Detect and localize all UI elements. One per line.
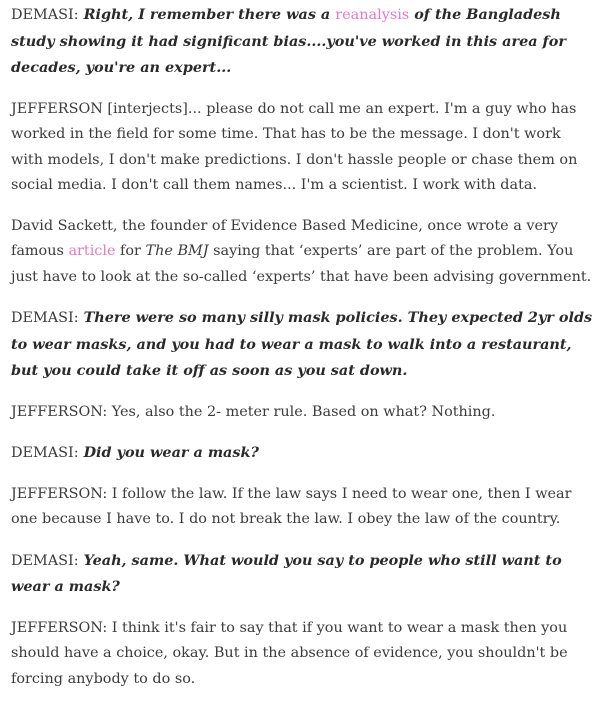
speaker-label: DEMASI: [11,552,79,569]
paragraph-jefferson-3 [11,400,593,426]
answer-text: [interjects]... please do not call me an expert. I'm a guy who has worked in the field for some time. That has to be the message. I don't work with models, I don't make predictions. I don't hassle people or chase them on social media. I don't call them names... I'm a scientist. I work with data. [11,100,578,193]
speaker-label: JEFFERSON: [11,485,108,502]
publication-name: The BMJ [145,243,209,259]
paragraph-jefferson-4 [11,482,593,533]
question-text: There were so many silly mask policies. They expected 2yr olds to wear masks, and you had to wear a mask to walk into a restaurant, but you could take it off as soon as you sat down. [11,309,593,379]
answer-text: I think it's fair to say that if you want to wear a mask then you should have a choice, okay. But in the absence of evidence, you shouldn't be forcing anybody to do so. [11,619,568,687]
paragraph-jefferson-1 [11,97,593,199]
paragraph-jefferson-2 [11,214,593,291]
answer-text: saying that ‘experts’ are part of the problem. You just have to look at the so-called ‘experts’ that have been advising government. [11,243,592,285]
speaker-label: JEFFERSON: [11,403,108,420]
speaker-label: JEFFERSON [11,100,103,117]
answer-text: I follow the law. If the law says I need to wear one, then I wear one because I have to. I do not break the law. I obey the law of the country. [11,485,572,527]
question-text: Right, I remember there was a [78,6,336,23]
speaker-label: DEMASI: [11,7,79,23]
interview-article [11,2,593,707]
paragraph-demasi-3 [11,440,593,467]
question-text: Did you wear a mask? [78,444,259,461]
paragraph-demasi-1 [11,2,593,82]
speaker-label: DEMASI: [11,445,79,461]
answer-text: for [115,243,146,259]
speaker-label: JEFFERSON: [11,619,108,636]
reanalysis-link[interactable]: reanalysis [335,7,410,23]
answer-text: Yes, also the 2- meter rule. Based on what? Nothing. [107,403,496,420]
speaker-label: DEMASI: [11,310,79,326]
paragraph-demasi-4 [11,548,593,601]
answer-text: David Sackett, the founder of Evidence Based Medicine, once wrote a very famous [11,217,559,259]
article-link[interactable]: article [68,243,116,259]
question-text: Yeah, same. What would you say to people who still want to wear a mask? [11,551,562,595]
question-text: of the Bangladesh study showing it had significant bias....you've worked in this area for decades, you're an expert... [11,6,566,76]
paragraph-demasi-2 [11,305,593,385]
